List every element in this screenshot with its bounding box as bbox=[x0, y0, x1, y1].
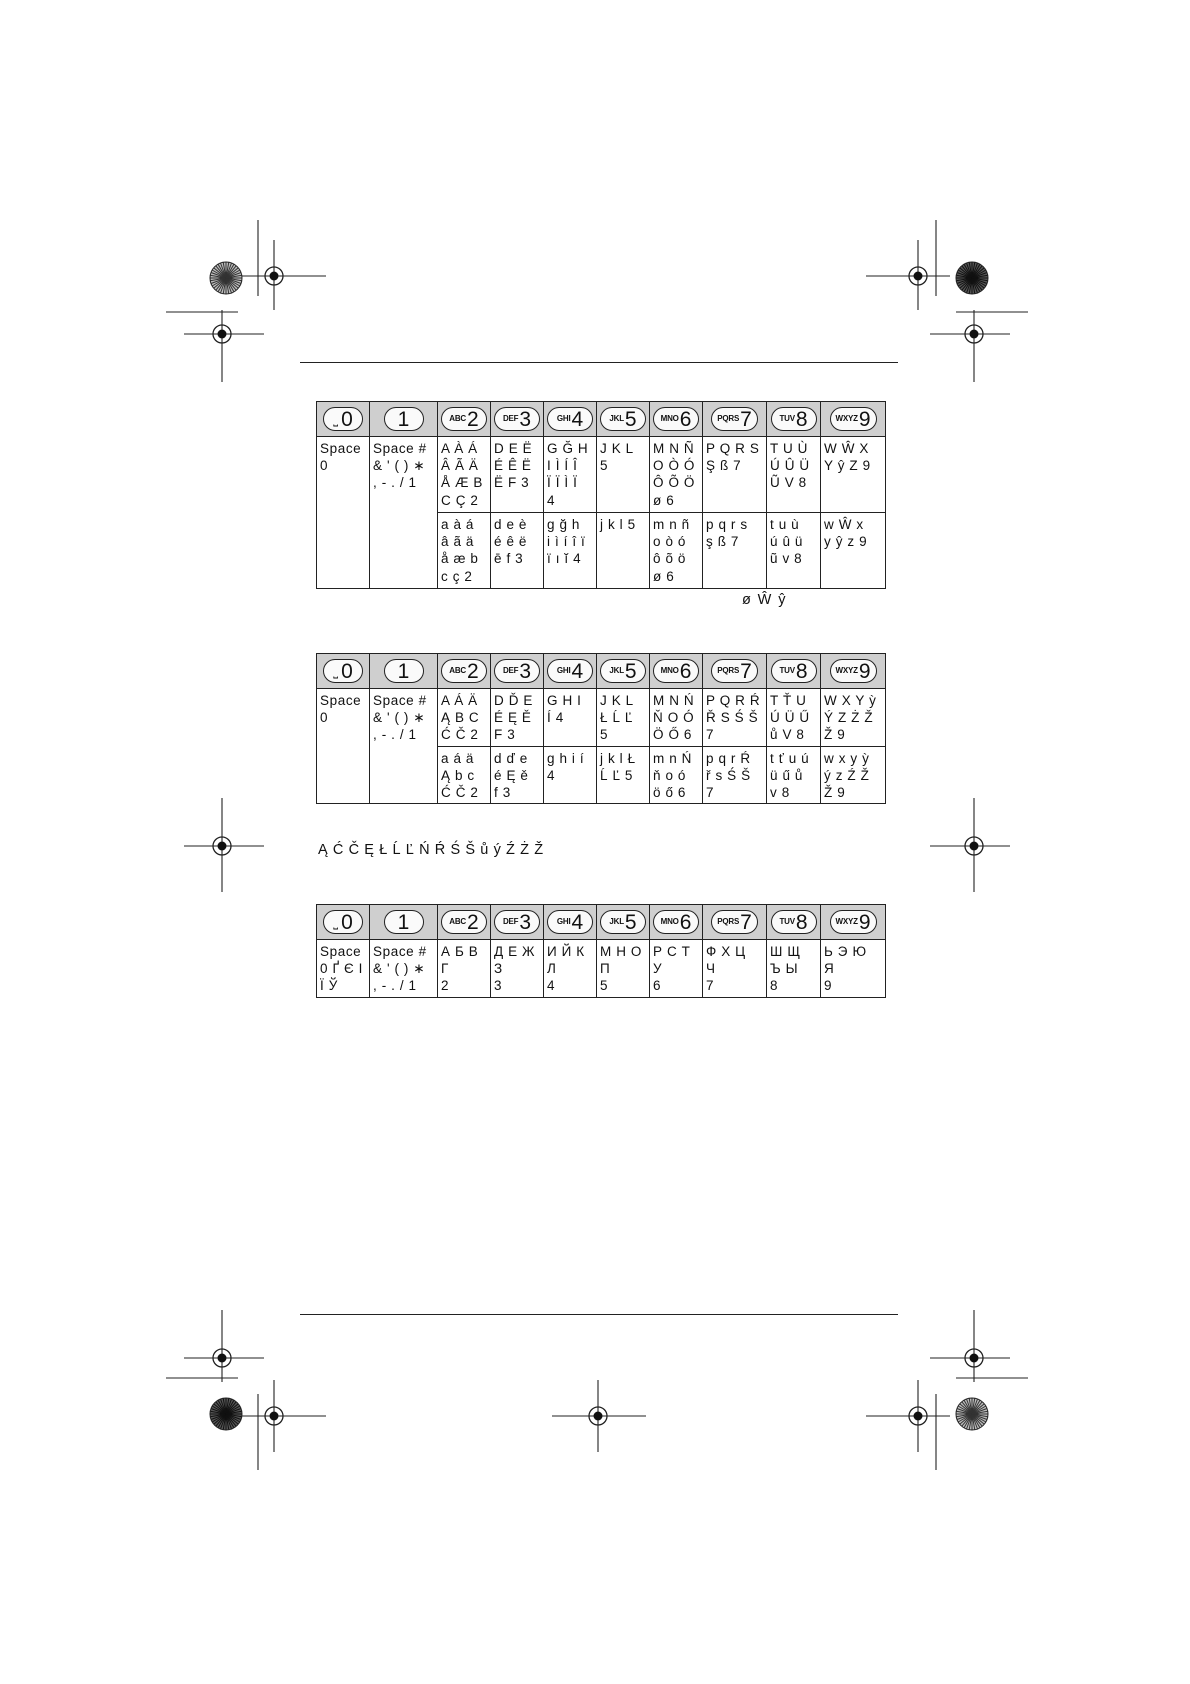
phone-key-8-icon bbox=[771, 407, 817, 431]
registration-target-dot bbox=[270, 1412, 279, 1421]
key-digit: 2 bbox=[467, 659, 479, 683]
key-letters: JKL bbox=[609, 414, 624, 423]
key-digit: 8 bbox=[795, 910, 808, 934]
extra-characters-line: Ą Ć Č Ę Ł Ĺ Ľ Ń Ŕ Ś Š ů ý Ź Ż Ž bbox=[318, 842, 544, 858]
table-cell: g h i í 4 bbox=[544, 746, 597, 804]
key-digit: 7 bbox=[740, 407, 752, 431]
space-symbol: ⎵ bbox=[333, 665, 339, 679]
table-cell: M N Ñ O Ò Ó Ô Õ Ö ø 6 bbox=[650, 437, 703, 513]
key-letters: MNO bbox=[660, 414, 679, 423]
phone-key-5-icon bbox=[600, 910, 646, 934]
table-cell: Space 0 bbox=[317, 689, 370, 804]
table-cell: g ğ h i ì í î ï ï ı ĭ 4 bbox=[544, 513, 597, 589]
table-cell: D E Ë É Ê Ë Ë F 3 bbox=[491, 437, 544, 513]
key-header-cell bbox=[317, 905, 370, 940]
key-header-cell bbox=[438, 654, 491, 689]
key-letters: JKL bbox=[609, 917, 624, 926]
key-digit: 0 bbox=[341, 910, 353, 934]
phone-key-4-icon bbox=[547, 910, 593, 934]
registration-target-dot bbox=[218, 1354, 227, 1363]
key-header-cell bbox=[821, 402, 886, 437]
phone-key-1-icon bbox=[384, 407, 424, 431]
registration-target-dot bbox=[970, 842, 979, 851]
extra-characters-line: ø Ŵ ŷ bbox=[742, 592, 787, 608]
table-cell: W Ŵ X Y ŷ Z 9 bbox=[821, 437, 886, 513]
key-digit: 8 bbox=[795, 407, 808, 431]
table-cell: p q r s ş ß 7 bbox=[703, 513, 767, 589]
table-cell: j k l Ł Ĺ Ľ 5 bbox=[597, 746, 650, 804]
table-cell: w Ŵ x y ŷ z 9 bbox=[821, 513, 886, 589]
key-header-cell bbox=[370, 402, 438, 437]
table-cell: t u ù ú û ü ũ v 8 bbox=[767, 513, 821, 589]
key-header-cell bbox=[767, 654, 821, 689]
table-cell: J K L 5 bbox=[597, 437, 650, 513]
table-cell: P Q R S Ş ß 7 bbox=[703, 437, 767, 513]
key-letters: PQRS bbox=[717, 917, 740, 926]
phone-key-2-icon bbox=[441, 407, 487, 431]
table-cell: a à á â ã ä å æ b c ç 2 bbox=[438, 513, 491, 589]
key-letters: DEF bbox=[502, 666, 519, 675]
registration-target-dot bbox=[914, 1412, 923, 1421]
key-header-cell bbox=[597, 402, 650, 437]
key-digit: 6 bbox=[679, 910, 692, 934]
table-cell: А Б В Г 2 bbox=[438, 940, 491, 998]
registration-target-dot bbox=[970, 330, 979, 339]
character-table-cyrillic bbox=[316, 904, 886, 998]
key-letters: ABC bbox=[449, 414, 467, 423]
phone-key-5-icon bbox=[600, 659, 646, 683]
key-header-cell bbox=[767, 905, 821, 940]
key-header-cell bbox=[703, 402, 767, 437]
key-letters: WXYZ bbox=[835, 917, 858, 926]
key-letters: ABC bbox=[449, 666, 467, 675]
phone-key-6-icon bbox=[653, 407, 699, 431]
key-digit: 3 bbox=[519, 659, 532, 683]
phone-key-5-icon bbox=[600, 407, 646, 431]
key-letters: GHI bbox=[556, 666, 571, 675]
phone-key-2-icon bbox=[441, 910, 487, 934]
key-digit: 9 bbox=[858, 659, 871, 683]
phone-key-6-icon bbox=[653, 659, 699, 683]
key-letters: ABC bbox=[449, 917, 467, 926]
table-cell: d ď e é Ę ě f 3 bbox=[491, 746, 544, 804]
key-header-cell bbox=[703, 654, 767, 689]
phone-key-3-icon bbox=[494, 910, 540, 934]
key-header-cell bbox=[821, 654, 886, 689]
key-letters: TUV bbox=[779, 917, 795, 926]
table-row bbox=[317, 940, 886, 998]
table-cell: a á ä Ą b c Ć Č 2 bbox=[438, 746, 491, 804]
key-header-cell bbox=[650, 654, 703, 689]
phone-key-1-icon bbox=[384, 659, 424, 683]
key-digit: 2 bbox=[467, 407, 479, 431]
character-table-latin-1 bbox=[316, 401, 886, 589]
key-header-cell bbox=[370, 905, 438, 940]
key-letters: TUV bbox=[779, 666, 795, 675]
table-row bbox=[317, 437, 886, 513]
table-cell: w x y ỳ ý z Ź Ž Ž 9 bbox=[821, 746, 886, 804]
key-digit: 1 bbox=[397, 910, 410, 934]
key-letters: DEF bbox=[502, 414, 519, 423]
color-registration-star-icon bbox=[956, 1398, 988, 1430]
table-cell: D Ď E É Ę Ě F 3 bbox=[491, 689, 544, 747]
key-digit: 7 bbox=[740, 910, 752, 934]
key-header-row bbox=[317, 905, 886, 940]
key-digit: 5 bbox=[624, 910, 637, 934]
key-digit: 5 bbox=[624, 407, 637, 431]
key-header-cell bbox=[650, 905, 703, 940]
phone-key-1-icon bbox=[384, 910, 424, 934]
header-rule bbox=[300, 362, 898, 363]
key-header-cell bbox=[544, 402, 597, 437]
phone-key-7-icon bbox=[711, 659, 758, 683]
table-cell: t ť u ú ü ű ů v 8 bbox=[767, 746, 821, 804]
key-header-cell bbox=[821, 905, 886, 940]
table-cell: Р С Т У 6 bbox=[650, 940, 703, 998]
table-cell: Ь Э Ю Я 9 bbox=[821, 940, 886, 998]
phone-key-0-icon bbox=[323, 407, 363, 431]
registration-target-dot bbox=[914, 272, 923, 281]
registration-target-dot bbox=[218, 330, 227, 339]
key-digit: 4 bbox=[571, 910, 584, 934]
key-digit: 9 bbox=[858, 407, 871, 431]
key-digit: 3 bbox=[519, 910, 532, 934]
table-cell: Space # & ' ( ) ∗ , - . / 1 bbox=[370, 940, 438, 998]
phone-key-2-icon bbox=[441, 659, 487, 683]
key-digit: 6 bbox=[679, 659, 692, 683]
phone-key-8-icon bbox=[771, 910, 817, 934]
table-cell: m n ñ o ò ó ô õ ö ø 6 bbox=[650, 513, 703, 589]
phone-key-7-icon bbox=[711, 910, 758, 934]
table-cell: J K L Ł Ĺ Ľ 5 bbox=[597, 689, 650, 747]
key-header-cell bbox=[767, 402, 821, 437]
color-registration-star-icon bbox=[210, 1398, 242, 1430]
registration-target-dot bbox=[270, 272, 279, 281]
key-letters: PQRS bbox=[717, 666, 740, 675]
phone-key-9-icon bbox=[830, 910, 877, 934]
key-letters: GHI bbox=[556, 414, 571, 423]
key-header-cell bbox=[597, 905, 650, 940]
key-header-row bbox=[317, 402, 886, 437]
registration-target-dot bbox=[594, 1412, 603, 1421]
key-digit: 8 bbox=[795, 659, 808, 683]
key-letters: MNO bbox=[660, 666, 679, 675]
table-cell: W X Y ỳ Ý Z Ż Ž Ž 9 bbox=[821, 689, 886, 747]
table-cell: Ш Щ Ъ Ы 8 bbox=[767, 940, 821, 998]
footer-rule bbox=[300, 1314, 898, 1315]
color-registration-star-icon bbox=[956, 262, 988, 294]
phone-key-4-icon bbox=[547, 659, 593, 683]
key-header-cell bbox=[438, 402, 491, 437]
registration-target-dot bbox=[218, 842, 227, 851]
key-digit: 5 bbox=[624, 659, 637, 683]
key-header-row bbox=[317, 654, 886, 689]
key-header-cell bbox=[703, 905, 767, 940]
table-cell: Space 0 Ґ Є І Ї Ў bbox=[317, 940, 370, 998]
table-cell: d e è é ê ë ē f 3 bbox=[491, 513, 544, 589]
phone-key-4-icon bbox=[547, 407, 593, 431]
table-cell: T U Ù Ú Û Ü Ũ V 8 bbox=[767, 437, 821, 513]
color-registration-star-icon bbox=[210, 262, 242, 294]
key-header-cell bbox=[491, 402, 544, 437]
table-cell: A Á Ä Ą B C Ć Č 2 bbox=[438, 689, 491, 747]
key-letters: WXYZ bbox=[835, 666, 858, 675]
key-digit: 0 bbox=[341, 659, 353, 683]
key-header-cell bbox=[491, 905, 544, 940]
phone-key-3-icon bbox=[494, 407, 540, 431]
key-letters: MNO bbox=[660, 917, 679, 926]
phone-key-6-icon bbox=[653, 910, 699, 934]
key-header-cell bbox=[317, 402, 370, 437]
space-symbol: ⎵ bbox=[333, 916, 339, 930]
key-digit: 3 bbox=[519, 407, 532, 431]
key-letters: GHI bbox=[556, 917, 571, 926]
key-header-cell bbox=[544, 905, 597, 940]
table-cell: G H I Í 4 bbox=[544, 689, 597, 747]
key-digit: 7 bbox=[740, 659, 752, 683]
key-letters: TUV bbox=[779, 414, 795, 423]
key-digit: 6 bbox=[679, 407, 692, 431]
key-digit: 1 bbox=[397, 659, 410, 683]
key-digit: 4 bbox=[571, 407, 584, 431]
table-cell: j k l 5 bbox=[597, 513, 650, 589]
phone-key-9-icon bbox=[830, 659, 877, 683]
key-letters: DEF bbox=[502, 917, 519, 926]
table-cell: m n Ń ň o ó ö ő 6 bbox=[650, 746, 703, 804]
phone-key-3-icon bbox=[494, 659, 540, 683]
key-letters: PQRS bbox=[717, 414, 740, 423]
phone-key-7-icon bbox=[711, 407, 758, 431]
table-cell: И Й К Л 4 bbox=[544, 940, 597, 998]
key-digit: 2 bbox=[467, 910, 479, 934]
space-symbol: ⎵ bbox=[333, 413, 339, 427]
key-header-cell bbox=[597, 654, 650, 689]
table-cell: М Н О П 5 bbox=[597, 940, 650, 998]
table-cell: T Ť U Ú Ü Ű ů V 8 bbox=[767, 689, 821, 747]
table-cell: M N Ń Ň O Ó Ö Ő 6 bbox=[650, 689, 703, 747]
key-letters: JKL bbox=[609, 666, 624, 675]
table-cell: Д Е Ж З 3 bbox=[491, 940, 544, 998]
key-header-cell bbox=[370, 654, 438, 689]
table-cell: A À Á Â Ã Ä Å Æ B C Ç 2 bbox=[438, 437, 491, 513]
table-cell: p q r Ŕ ř s Ś Š 7 bbox=[703, 746, 767, 804]
key-digit: 9 bbox=[858, 910, 871, 934]
key-letters: WXYZ bbox=[835, 414, 858, 423]
phone-key-0-icon bbox=[323, 910, 363, 934]
table-cell: G Ğ H I Ì Í Î Ï Ï Ì Ï 4 bbox=[544, 437, 597, 513]
key-header-cell bbox=[317, 654, 370, 689]
key-header-cell bbox=[544, 654, 597, 689]
phone-key-0-icon bbox=[323, 659, 363, 683]
table-row bbox=[317, 689, 886, 747]
key-header-cell bbox=[491, 654, 544, 689]
table-cell: Space # & ' ( ) ∗ , - . / 1 bbox=[370, 689, 438, 804]
table-cell: P Q R Ŕ Ř S Ś Š 7 bbox=[703, 689, 767, 747]
table-cell: Ф Х Ц Ч 7 bbox=[703, 940, 767, 998]
key-header-cell bbox=[650, 402, 703, 437]
key-header-cell bbox=[438, 905, 491, 940]
phone-key-8-icon bbox=[771, 659, 817, 683]
registration-target-dot bbox=[970, 1354, 979, 1363]
key-digit: 1 bbox=[397, 407, 410, 431]
key-digit: 4 bbox=[571, 659, 584, 683]
table-cell: Space # & ' ( ) ∗ , - . / 1 bbox=[370, 437, 438, 589]
character-table-latin-2 bbox=[316, 653, 886, 804]
key-digit: 0 bbox=[341, 407, 353, 431]
phone-key-9-icon bbox=[830, 407, 877, 431]
table-cell: Space 0 bbox=[317, 437, 370, 589]
